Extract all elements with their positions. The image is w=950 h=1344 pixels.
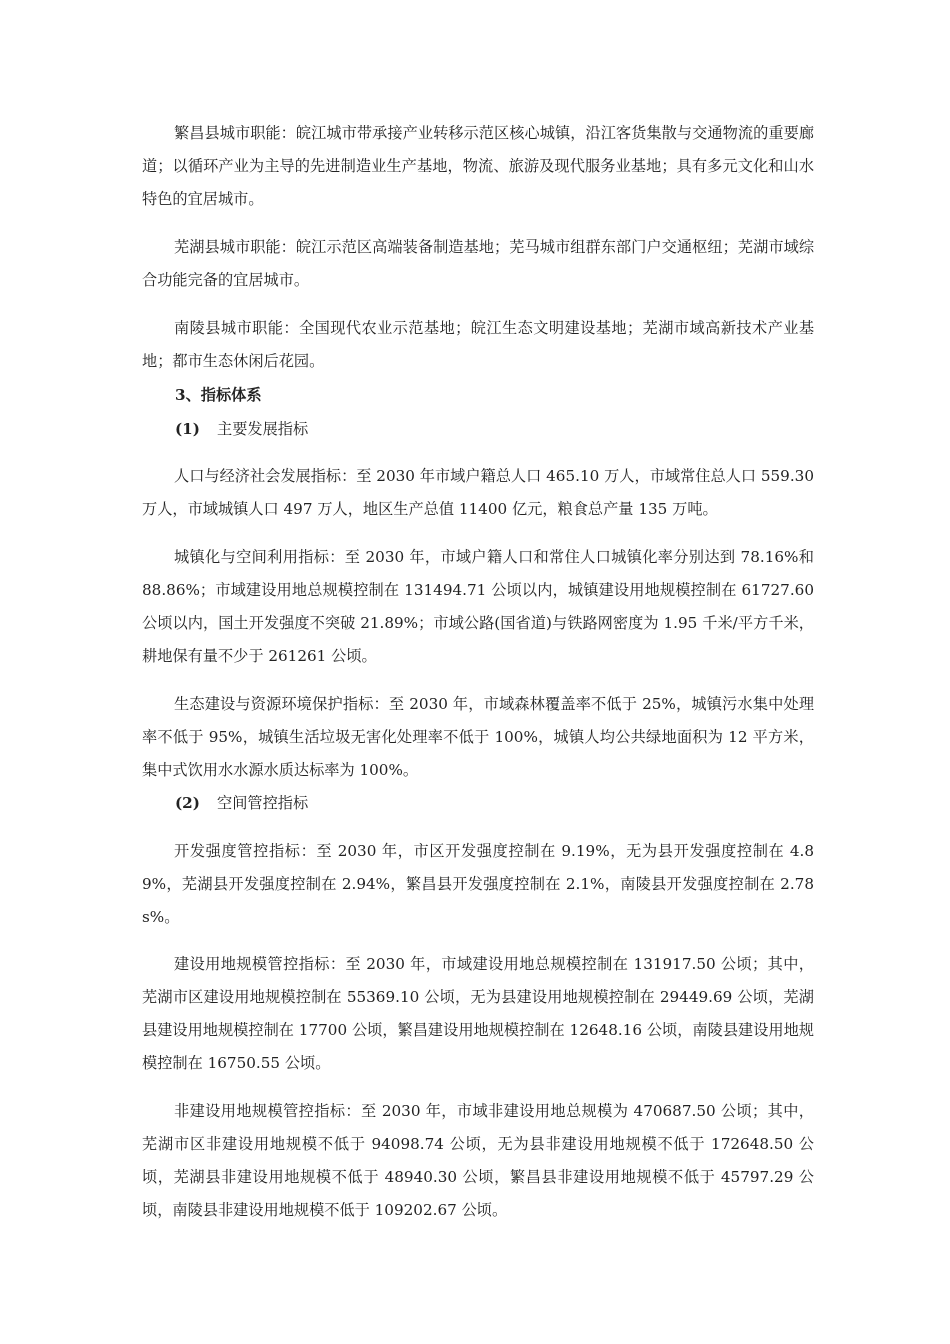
subheading-spatial-control-indicators: (2) 空间管控指标 [175,794,309,812]
paragraph-development-intensity: 开发强度管控指标：至 2030 年，市区开发强度控制在 9.19%，无为县开发强度控制在 4.89%，芜湖县开发强度控制在 2.94%，繁昌县开发强度控制在 2.1%，南陵县开发强度控制在 2.78s%。 [142,842,814,926]
paragraph-construction-land: 建设用地规模管控指标：至 2030 年，市域建设用地总规模控制在 131917.50 公顷；其中，芜湖市区建设用地规模控制在 55369.10 公顷，无为县建设用地规模控制在 29449.69 公顷，芜湖县建设用地规模控制在 17700 公顷，繁昌建设用地规模控制在 12648.16 公顷，南陵县建设用地规模控制在 16750.55 公顷。 [142,955,814,1072]
paragraph-urbanization: 城镇化与空间利用指标：至 2030 年，市域户籍人口和常住人口城镇化率分别达到 78.16%和 88.86%；市域建设用地总规模控制在 131494.71 公顷以内，城镇建设用地规模控制在 61727.60 公顷以内，国土开发强度不突破 21.89%；市域公路(国省道)与铁路网密度为 1.95 千米/平方千米，耕地保有量不少于 261261 公顷。 [142,548,814,665]
paragraph-fanchang-functions: 繁昌县城市职能：皖江城市带承接产业转移示范区核心城镇，沿江客货集散与交通物流的重要廊道；以循环产业为主导的先进制造业生产基地，物流、旅游及现代服务业基地；具有多元文化和山水特色的宜居城市。 [142,124,814,208]
section-heading-indicator-system: 3、指标体系 [175,386,262,404]
paragraph-population-economy: 人口与经济社会发展指标：至 2030 年市域户籍总人口 465.10 万人，市域常住总人口 559.30 万人，市域城镇人口 497 万人，地区生产总值 11400 亿元，粮食总产量 135 万吨。 [142,467,814,518]
subheading-main-development-indicators: (1) 主要发展指标 [175,420,309,438]
paragraph-non-construction-land: 非建设用地规模管控指标：至 2030 年，市域非建设用地总规模为 470687.50 公顷；其中，芜湖市区非建设用地规模不低于 94098.74 公顷，无为县非建设用地规模不低于 172648.50 公顷，芜湖县非建设用地规模不低于 48940.30 公顷，繁昌县非建设用地规模不低于 45797.29 公顷，南陵县非建设用地规模不低于 109202.67 公顷。 [142,1102,814,1219]
paragraph-nanling-functions: 南陵县城市职能：全国现代农业示范基地；皖江生态文明建设基地；芜湖市域高新技术产业基地；都市生态休闲后花园。 [142,319,814,370]
paragraph-ecology: 生态建设与资源环境保护指标：至 2030 年，市域森林覆盖率不低于 25%，城镇污水集中处理率不低于 95%，城镇生活垃圾无害化处理率不低于 100%，城镇人均公共绿地面积为 12 平方米，集中式饮用水水源水质达标率为 100%。 [142,695,814,779]
paragraph-wuhu-county-functions: 芜湖县城市职能：皖江示范区高端装备制造基地；芜马城市组群东部门户交通枢纽；芜湖市域综合功能完备的宜居城市。 [142,238,814,289]
